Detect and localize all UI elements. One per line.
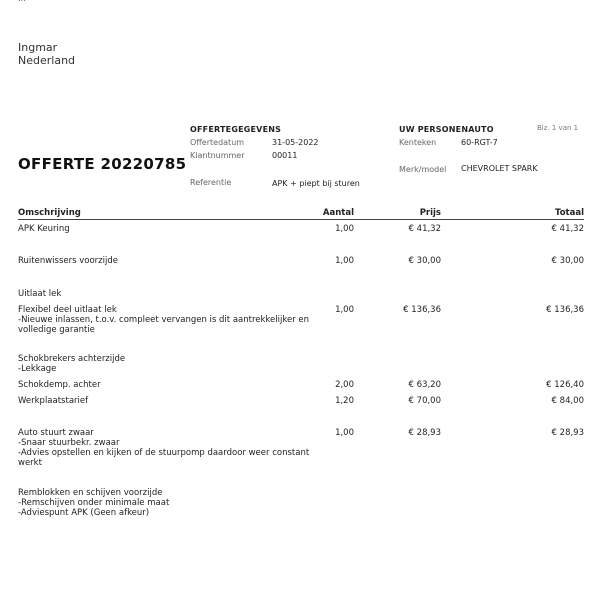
- offer-details-heading: OFFERTEGEGEVENS: [190, 125, 282, 134]
- page-indicator: Blz. 1 van 1: [537, 124, 579, 132]
- row-description: Remblokken en schijven voorzijde -Remschijven onder minimale maat -Adviespunt APK (Geen afkeur): [18, 488, 170, 518]
- row-aantal: 1,00: [335, 305, 354, 315]
- row-prijs: € 41,32: [408, 224, 441, 234]
- row-totaal: € 136,36: [546, 305, 584, 315]
- row-description: APK Keuring: [18, 224, 70, 234]
- offer-date-value: 31-05-2022: [272, 138, 319, 147]
- row-description: Werkplaatstarief: [18, 396, 89, 406]
- row-aantal: 1,00: [335, 428, 354, 438]
- row-aantal: 1,00: [335, 256, 354, 266]
- row-totaal: € 28,93: [551, 428, 584, 438]
- row-prijs: € 70,00: [408, 396, 441, 406]
- row-description: Auto stuurt zwaar -Snaar stuurbekr. zwaar -Advies opstellen en kijken of de stuurpomp daardoor weer constant werkt: [18, 428, 310, 468]
- row-prijs: € 63,20: [408, 380, 441, 390]
- reference-label: Referentie: [190, 178, 232, 187]
- model-value: CHEVROLET SPARK: [461, 164, 538, 173]
- model-label: Merk/model: [399, 165, 447, 174]
- row-aantal: 1,00: [335, 224, 354, 234]
- address-block: [18, 41, 75, 67]
- row-description: Schokdemp. achter: [18, 380, 101, 390]
- plate-value: 60-RGT-7: [461, 138, 498, 147]
- offer-date-label: Offertedatum: [190, 138, 245, 147]
- row-totaal: € 30,00: [551, 256, 584, 266]
- plate-label: Kenteken: [399, 138, 437, 147]
- row-description: Schokbrekers achterzijde -Lekkage: [18, 354, 126, 374]
- col-header-description: Omschrijving: [18, 208, 81, 218]
- row-description: Ruitenwissers voorzijde: [18, 256, 118, 266]
- row-prijs: € 28,93: [408, 428, 441, 438]
- row-prijs: € 136,36: [403, 305, 441, 315]
- col-header-prijs: Prijs: [419, 208, 441, 218]
- row-description: Flexibel deel uitlaat lek -Nieuwe inlassen, t.o.v. compleet vervangen is dit aantrekkelijker en volledige garantie: [18, 305, 310, 335]
- table-header-divider: [18, 219, 584, 220]
- row-aantal: 1,20: [335, 396, 354, 406]
- row-description: Uitlaat lek: [18, 289, 62, 299]
- row-totaal: € 126,40: [546, 380, 584, 390]
- col-header-totaal: Totaal: [555, 208, 584, 218]
- car-heading: UW PERSONENAUTO: [399, 125, 494, 134]
- col-header-aantal: Aantal: [322, 208, 354, 218]
- address-line-2: Nederland: [18, 54, 76, 67]
- row-totaal: € 84,00: [551, 396, 584, 406]
- client-number-label: Klantnummer: [190, 151, 245, 160]
- row-totaal: € 41,32: [551, 224, 584, 234]
- row-aantal: 2,00: [335, 380, 354, 390]
- row-prijs: € 30,00: [408, 256, 441, 266]
- top-cut-text: [18, 0, 26, 3]
- page-title: OFFERTE 20220785: [18, 155, 187, 173]
- client-number-value: 00011: [272, 151, 298, 160]
- reference-value: APK + piept bij sturen: [272, 179, 360, 188]
- address-line-1: Ingmar: [18, 41, 58, 54]
